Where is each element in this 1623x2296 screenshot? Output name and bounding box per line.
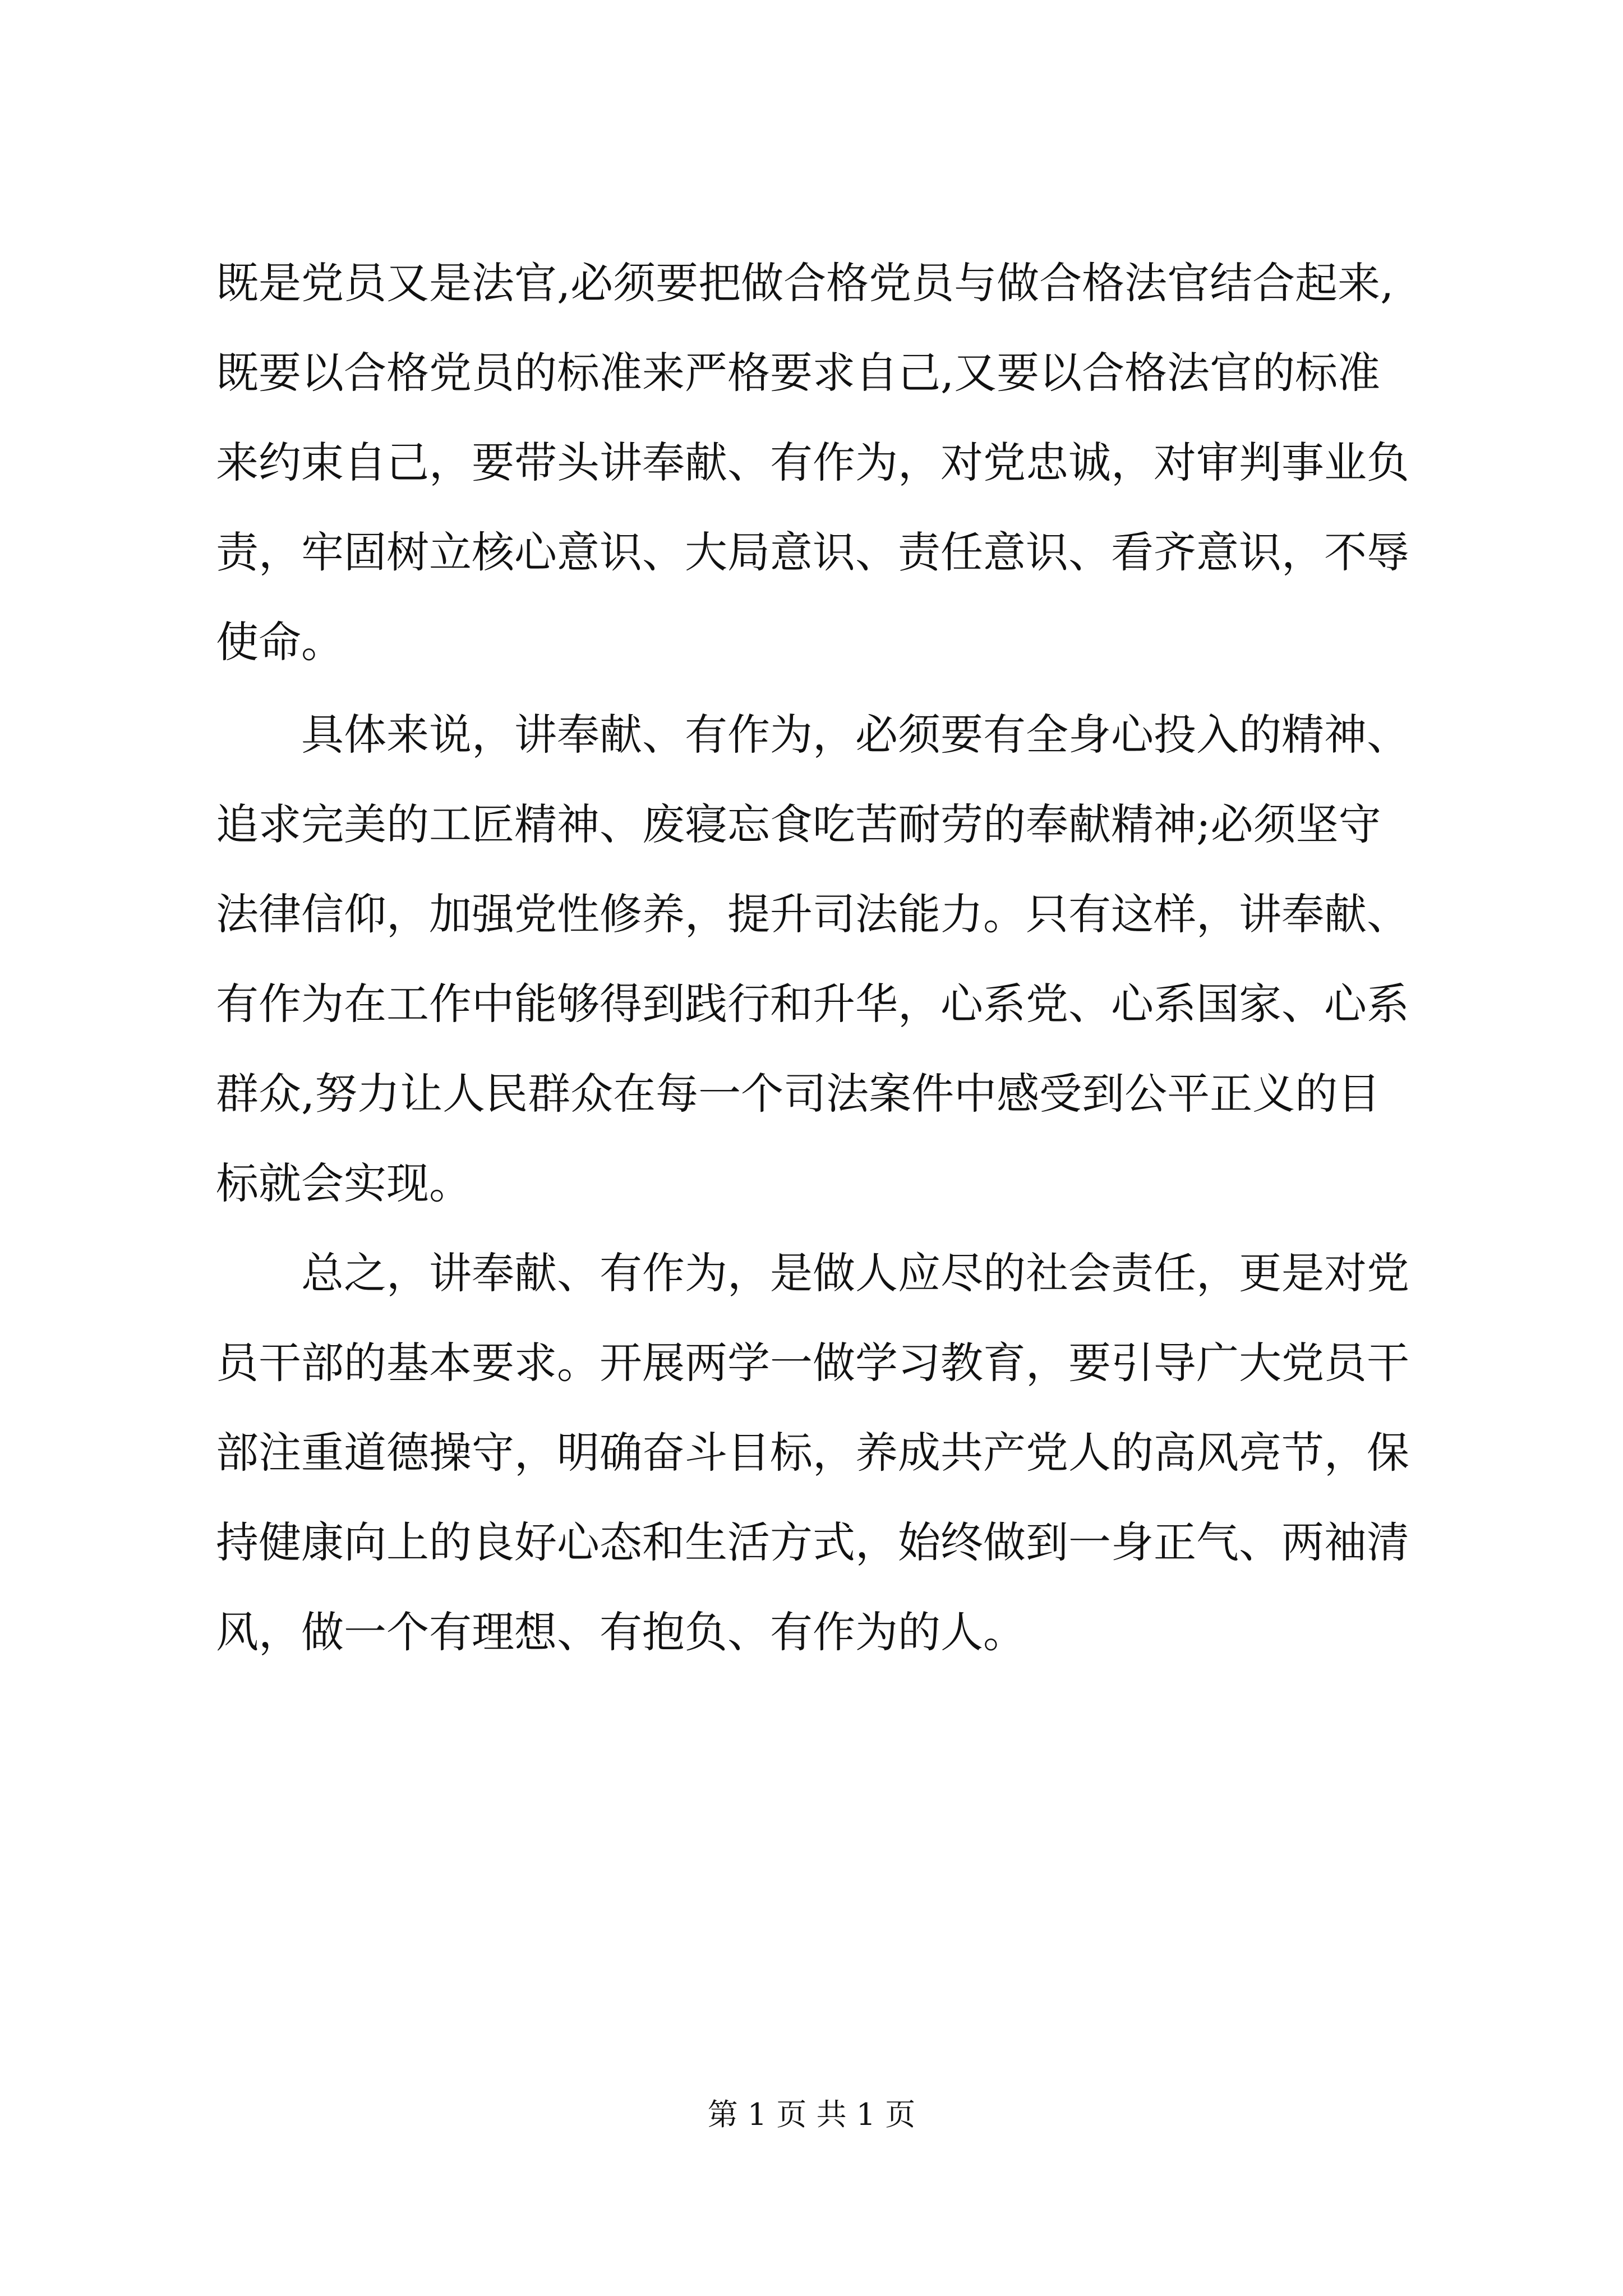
body-text-line: 风，做一个有理想、有抱负、有作为的人。 xyxy=(216,1607,1026,1657)
body-text-line: 具体来说，讲奉献、有作为，必须要有全身心投入的精神、 xyxy=(216,710,1409,760)
body-text-line: 既是党员又是法官,必须要把做合格党员与做合格法官结合起来, xyxy=(216,258,1394,308)
body-text-line: 有作为在工作中能够得到践行和升华，心系党、心系国家、心系 xyxy=(216,979,1409,1029)
body-text-line: 部注重道德操守，明确奋斗目标，养成共产党人的高风亮节，保 xyxy=(216,1428,1409,1478)
body-text-line: 群众,努力让人民群众在每一个司法案件中感受到公平正义的目 xyxy=(216,1069,1381,1119)
body-text-line: 追求完美的工匠精神、废寝忘食吃苦耐劳的奉献精神;必须坚守 xyxy=(216,799,1381,849)
body-text-line: 责，牢固树立核心意识、大局意识、责任意识、看齐意识，不辱 xyxy=(216,527,1409,577)
body-text-line: 持健康向上的良好心态和生活方式，始终做到一身正气、两袖清 xyxy=(216,1517,1409,1567)
page-number-footer: 第 1 页 共 1 页 xyxy=(707,2097,916,2132)
body-text-line: 总之，讲奉献、有作为，是做人应尽的社会责任，更是对党 xyxy=(216,1248,1409,1298)
body-text-line: 法律信仰，加强党性修养，提升司法能力。只有这样，讲奉献、 xyxy=(216,889,1409,939)
body-text-line: 标就会实现。 xyxy=(216,1158,472,1208)
body-text-line: 来约束自己，要带头讲奉献、有作为，对党忠诚，对审判事业负 xyxy=(216,438,1409,487)
body-text-line: 员干部的基本要求。开展两学一做学习教育，要引导广大党员干 xyxy=(216,1338,1409,1388)
body-text-line: 使命。 xyxy=(216,617,344,667)
body-text-line: 既要以合格党员的标准来严格要求自己,又要以合格法官的标准 xyxy=(216,348,1381,398)
